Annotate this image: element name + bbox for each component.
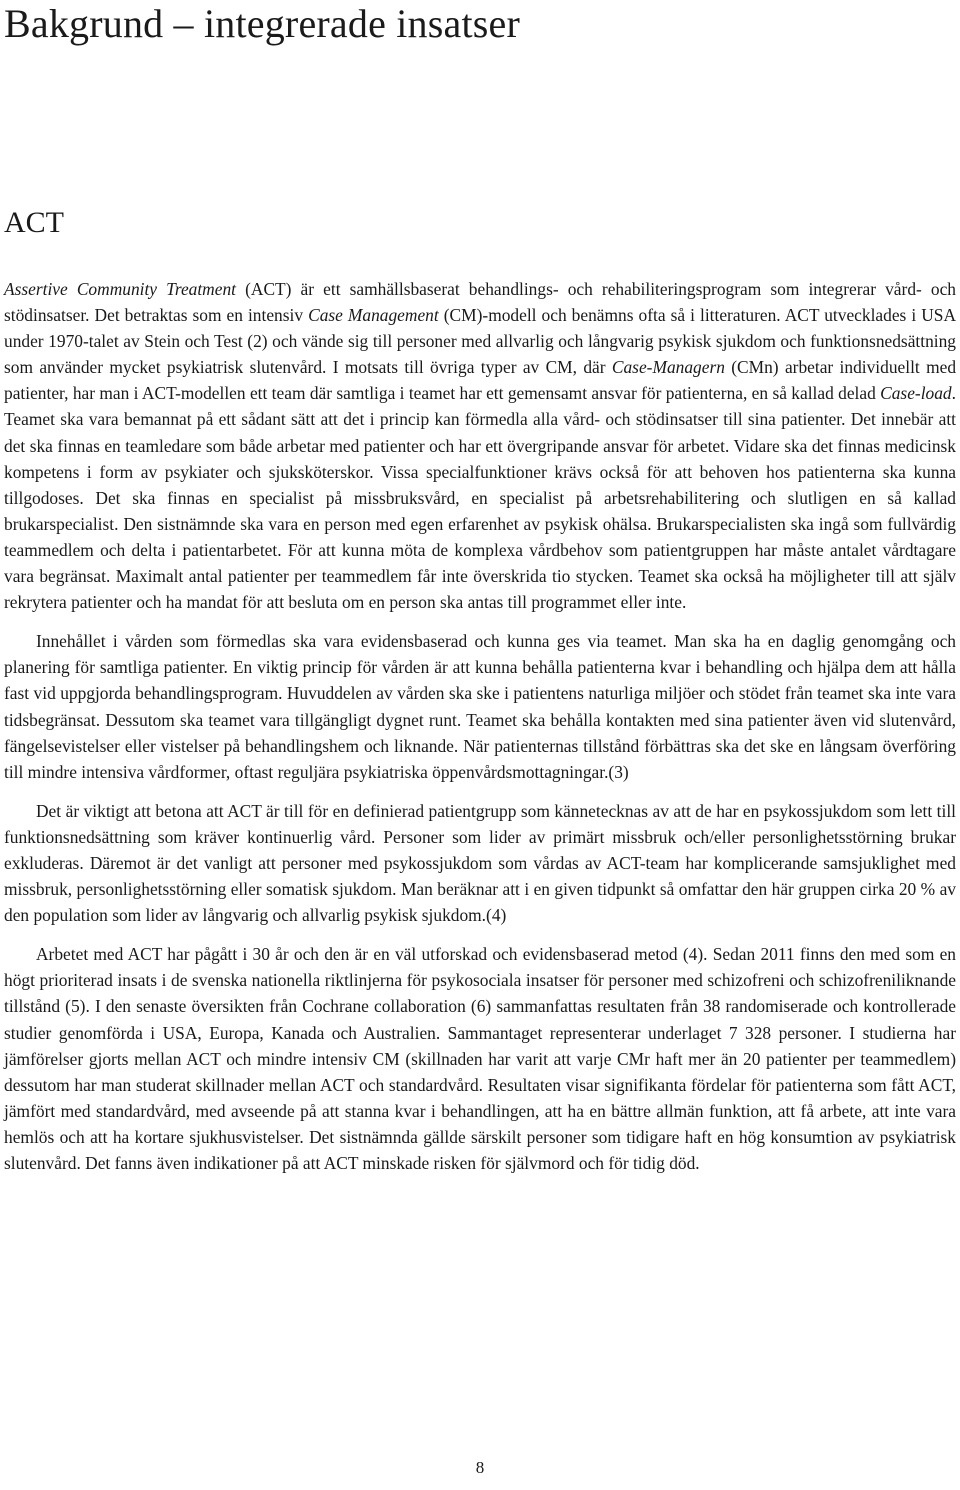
paragraph-4: Arbetet med ACT har pågått i 30 år och den är en väl utforskad och evidensbaserad metod (4). Sedan 2011 finns den med som en högt prioriterad insats i de svenska nationella riktlinjerna för psykosociala insatser för personer med schizofreni och schizofreniliknande tillstånd (5). I den senaste översikten från Cochrane collaboration (6) sammanfattas resultaten från 38 randomiserade och kontrollerade studier genomförda i USA, Europa, Kanada och Australien. Sammantaget representerar underlaget 7 328 personer. I studierna har jämförelser gjorts mellan ACT och mindre intensiv CM (skillnaden har varit att varje CMr haft mer än 20 patienter per teammedlem) dessutom har man studerat skillnader mellan ACT och standardvård. Resultaten visar signifikanta fördelar för patienterna som fått ACT, jämfört med standardvård, med avseende på att stanna kvar i behandlingen, att ha en bättre allmän funktion, att få arbete, att inte vara hemlös och att ha kortare sjukhusvistelser. Det sistnämnda gällde särskilt personer som tidigare haft en hög konsumtion av psykiatrisk slutenvård. Det fanns även indikationer på att ACT minskade risken för självmord och för tidig död. [4,944,956,1173]
paragraph-2: Innehållet i vården som förmedlas ska vara evidensbaserad och kunna ges via teamet. Man ska ha en daglig genomgång och planering för samtliga patienter. En viktig princip för vården är att kunna behålla patienterna kvar i behandling och hjälpa dem att hålla fast vid uppgjorda behandlingsprogram. Huvuddelen av vården ska ske i patientens naturliga miljöer och stödet från teamet ska inte vara tidsbegränsat. Dessutom ska teamet vara tillgängligt dygnet runt. Teamet ska behålla kontakten med sina patienter även vid slutenvård, fängelsevistelser eller vistelser på behandlingshem och liknande. När patienternas tillstånd förbättras ska det ske en långsam överföring till mindre intensiva vårdformer, oftast reguljära psykiatriska öppenvårdsmottagningar.(3) [4,631,956,782]
section-heading: ACT [4,206,64,239]
paragraph-3: Det är viktigt att betona att ACT är till för en definierad patientgrupp som kännetecknas av att de har en psykossjukdom som lett till funktionsnedsättning som kräver kontinuerlig vård. Personer som lider av primärt missbruk och/eller personlighetsstörning brukar exkluderas. Däremot är det vanligt att personer med psykossjukdom som vårdas av ACT-team har komplicerande samsjuklighet med missbruk, personlighetsstörning eller somatisk sjukdom. Man beräknar att i en given tidpunkt så omfattar den här gruppen cirka 20 % av den population som lider av långvarig och allvarlig psykisk sjukdom.(4) [4,800,956,926]
emphasis-term: Case Management [308,305,439,326]
paragraph-text: (CMn) arbetar individuellt med patienter, har man i ACT-modellen ett team där samtliga i teamet har ett gemensamt ansvar för patienterna, en så kallad delad [4,357,957,404]
paragraph-text: (ACT) är ett samhällsbaserat behandlings- och rehabiliteringsprogram som integrerar vård- och stödinsatser. Det betraktas som en intensiv [4,279,957,326]
page-title: Bakgrund – integrerade insatser [4,1,521,46]
body-text [4,276,956,1176]
paragraph-1 [4,276,956,615]
emphasis-term: Case-load [880,383,952,404]
page-number: 8 [475,1458,485,1477]
emphasis-term: Case-Managern [611,357,725,378]
paragraph-text: (CM)-modell och benämns ofta så i litteraturen. ACT utvecklades i USA under 1970-talet av Stein och Test (2) och vände sig till personer med allvarlig och långvarig psykisk sjukdom och funktionsnedsättning som använder mycket psykiatrisk slutenvård. I motsats till övriga typer av CM, där [4,305,957,378]
paragraph-text: . Teamet ska vara bemannat på ett sådant sätt att det i princip kan förmedla alla vård- och stödinsatser till sina patienter. Det innebär att det ska finnas en teamledare som både arbetar med patienter och har ett övergripande ansvar för arbetet. Vidare ska det finnas medicinsk kompetens i form av psykiater och sjuksköterskor. Vissa specialfunktioner krävs också för att behoven hos patienterna ska kunna tillgodoses. Det ska finnas en specialist på missbruksvård, en specialist på arbetsrehabilitering och slutligen en så kallad brukarspecialist. Den sistnämnde ska vara en person med egen erfarenhet av psykisk ohälsa. Brukarspecialisten ska ingå som fullvärdig teammedlem och delta i patientarbetet. För att kunna möta de komplexa vårdbehov som patientgruppen har måste antalet vårdtagare vara begränsat. Maximalt antal patienter per teammedlem får inte överskrida tio stycken. Teamet ska också ha möjligheter till att själv rekrytera patienter och ha mandat för att besluta om en person ska antas till programmet eller inte. [4,383,956,613]
emphasis-term: Assertive Community Treatment [4,279,236,299]
